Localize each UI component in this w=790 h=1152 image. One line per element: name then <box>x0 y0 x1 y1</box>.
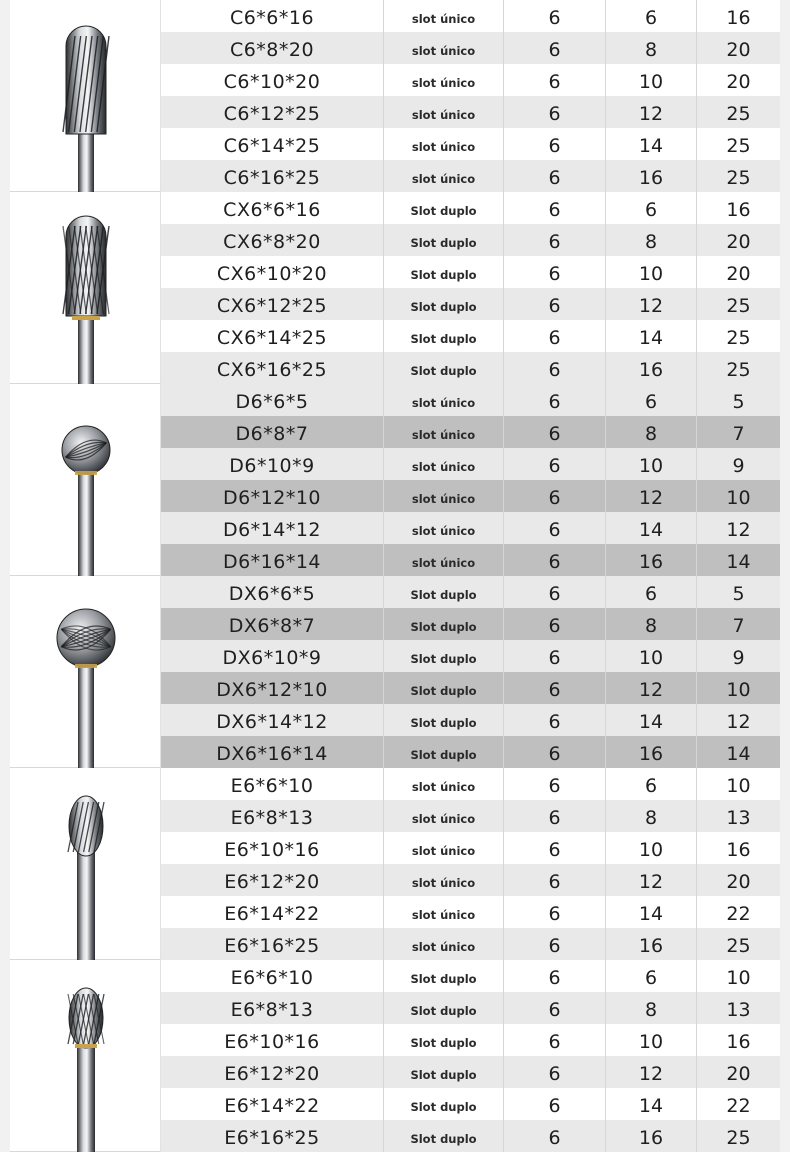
head-diameter-cell: 14 <box>606 896 697 928</box>
cut-type-cell: slot único <box>384 800 504 832</box>
cut-type-cell: slot único <box>384 928 504 960</box>
head-diameter-cell: 10 <box>606 1024 697 1056</box>
product-group <box>10 0 780 192</box>
cut-type-cell: slot único <box>384 512 504 544</box>
shank-diameter-cell: 6 <box>504 672 606 704</box>
model-cell: E6*8*13 <box>161 800 384 832</box>
model-cell: E6*14*22 <box>161 896 384 928</box>
tool-image <box>10 576 161 768</box>
model-cell: C6*6*16 <box>161 0 384 32</box>
cut-type-cell: slot único <box>384 0 504 32</box>
head-diameter-cell: 10 <box>606 448 697 480</box>
table-row <box>161 1056 780 1088</box>
cut-type-cell: slot único <box>384 480 504 512</box>
model-cell: D6*12*10 <box>161 480 384 512</box>
head-length-cell: 25 <box>726 1127 751 1149</box>
head-length-cell: 7 <box>732 615 745 637</box>
head-diameter-cell: 12 <box>606 672 697 704</box>
cut-type-cell: slot único <box>384 160 504 192</box>
head-length-cell: 9 <box>732 455 745 477</box>
head-diameter-cell: 8 <box>606 608 697 640</box>
model-cell: DX6*6*5 <box>161 576 384 608</box>
cut-type-cell: Slot duplo <box>384 1056 504 1088</box>
spec-rows <box>161 192 780 384</box>
model-cell: D6*10*9 <box>161 448 384 480</box>
model-cell: C6*8*20 <box>161 32 384 64</box>
model-cell: E6*12*20 <box>161 1056 384 1088</box>
head-length-cell: 25 <box>726 359 751 381</box>
table-row <box>161 1024 780 1056</box>
shank-diameter-cell: 6 <box>504 928 606 960</box>
head-length-cell: 16 <box>726 199 751 221</box>
table-row <box>161 480 780 512</box>
head-length-cell: 22 <box>726 1095 751 1117</box>
model-cell: D6*8*7 <box>161 416 384 448</box>
shank-diameter-cell: 6 <box>504 192 606 224</box>
shank-diameter-cell: 6 <box>504 896 606 928</box>
cut-type-cell: Slot duplo <box>384 576 504 608</box>
cut-type-cell: slot único <box>384 128 504 160</box>
spec-rows <box>161 960 780 1152</box>
cut-type-cell: slot único <box>384 96 504 128</box>
tool-image <box>10 960 161 1152</box>
model-cell: D6*14*12 <box>161 512 384 544</box>
table-row <box>161 704 780 736</box>
shank-diameter-cell: 6 <box>504 832 606 864</box>
ball-single-cut-burr-icon <box>10 384 161 576</box>
shank-diameter-cell: 6 <box>504 32 606 64</box>
shank-diameter-cell: 6 <box>504 384 606 416</box>
head-diameter-cell: 16 <box>606 928 697 960</box>
cylinder-radius-single-cut-burr-icon <box>10 0 161 192</box>
shank-diameter-cell: 6 <box>504 544 606 576</box>
head-diameter-cell: 16 <box>606 736 697 768</box>
shank-diameter-cell: 6 <box>504 160 606 192</box>
table-row <box>161 672 780 704</box>
table-row <box>161 0 780 32</box>
head-diameter-cell: 6 <box>606 0 697 32</box>
model-cell: C6*14*25 <box>161 128 384 160</box>
head-length-cell: 13 <box>726 807 751 829</box>
head-diameter-cell: 16 <box>606 352 697 384</box>
model-cell: DX6*16*14 <box>161 736 384 768</box>
head-diameter-cell: 10 <box>606 256 697 288</box>
head-length-cell: 25 <box>726 103 751 125</box>
model-cell: E6*6*10 <box>161 960 384 992</box>
head-diameter-cell: 12 <box>606 1056 697 1088</box>
model-cell: E6*16*25 <box>161 1120 384 1152</box>
table-row <box>161 832 780 864</box>
head-length-cell: 16 <box>726 7 751 29</box>
head-diameter-cell: 8 <box>606 416 697 448</box>
head-length-cell: 20 <box>726 231 751 253</box>
head-diameter-cell: 8 <box>606 800 697 832</box>
model-cell: D6*6*5 <box>161 384 384 416</box>
product-group <box>10 192 780 384</box>
table-row <box>161 224 780 256</box>
table-row <box>161 960 780 992</box>
head-length-cell: 10 <box>726 967 751 989</box>
cut-type-cell: Slot duplo <box>384 288 504 320</box>
head-length-cell: 12 <box>726 519 751 541</box>
head-diameter-cell: 16 <box>606 544 697 576</box>
product-group <box>10 384 780 576</box>
ball-double-cut-burr-icon <box>10 576 161 768</box>
table-row <box>161 768 780 800</box>
head-diameter-cell: 10 <box>606 832 697 864</box>
model-cell: CX6*14*25 <box>161 320 384 352</box>
head-length-cell: 9 <box>732 647 745 669</box>
oval-double-cut-burr-icon <box>10 960 161 1152</box>
table-row <box>161 192 780 224</box>
head-diameter-cell: 6 <box>606 192 697 224</box>
shank-diameter-cell: 6 <box>504 1088 606 1120</box>
table-row <box>161 160 780 192</box>
head-diameter-cell: 8 <box>606 32 697 64</box>
head-diameter-cell: 12 <box>606 864 697 896</box>
cut-type-cell: Slot duplo <box>384 608 504 640</box>
table-row <box>161 800 780 832</box>
head-diameter-cell: 16 <box>606 1120 697 1152</box>
table-row <box>161 1088 780 1120</box>
spec-rows <box>161 576 780 768</box>
shank-diameter-cell: 6 <box>504 640 606 672</box>
head-length-cell: 7 <box>732 423 745 445</box>
shank-diameter-cell: 6 <box>504 320 606 352</box>
model-cell: C6*10*20 <box>161 64 384 96</box>
head-length-cell: 10 <box>726 487 751 509</box>
cut-type-cell: slot único <box>384 768 504 800</box>
table-row <box>161 448 780 480</box>
model-cell: CX6*12*25 <box>161 288 384 320</box>
table-row <box>161 608 780 640</box>
spec-rows <box>161 768 780 960</box>
cut-type-cell: slot único <box>384 864 504 896</box>
head-diameter-cell: 14 <box>606 512 697 544</box>
table-row <box>161 576 780 608</box>
head-length-cell: 5 <box>732 391 745 413</box>
head-length-cell: 13 <box>726 999 751 1021</box>
tool-image <box>10 0 161 192</box>
head-length-cell: 20 <box>726 71 751 93</box>
shank-diameter-cell: 6 <box>504 704 606 736</box>
head-diameter-cell: 6 <box>606 768 697 800</box>
cut-type-cell: Slot duplo <box>384 1120 504 1152</box>
shank-diameter-cell: 6 <box>504 512 606 544</box>
head-length-cell: 25 <box>726 295 751 317</box>
head-length-cell: 20 <box>726 263 751 285</box>
model-cell: CX6*10*20 <box>161 256 384 288</box>
model-cell: DX6*8*7 <box>161 608 384 640</box>
model-cell: E6*10*16 <box>161 1024 384 1056</box>
table-row <box>161 416 780 448</box>
shank-diameter-cell: 6 <box>504 352 606 384</box>
spec-rows <box>161 384 780 576</box>
head-length-cell: 25 <box>726 327 751 349</box>
model-cell: E6*10*16 <box>161 832 384 864</box>
table-row <box>161 992 780 1024</box>
cut-type-cell: Slot duplo <box>384 1088 504 1120</box>
table-row <box>161 96 780 128</box>
cut-type-cell: Slot duplo <box>384 352 504 384</box>
head-diameter-cell: 14 <box>606 1088 697 1120</box>
oval-single-cut-burr-icon <box>10 768 161 960</box>
tool-image <box>10 192 161 384</box>
head-length-cell: 12 <box>726 711 751 733</box>
product-group <box>10 576 780 768</box>
table-row <box>161 256 780 288</box>
model-cell: D6*16*14 <box>161 544 384 576</box>
head-length-cell: 20 <box>726 39 751 61</box>
head-diameter-cell: 6 <box>606 960 697 992</box>
table-row <box>161 512 780 544</box>
head-diameter-cell: 8 <box>606 224 697 256</box>
table-row <box>161 32 780 64</box>
head-length-cell: 25 <box>726 135 751 157</box>
cylinder-radius-double-cut-burr-icon <box>10 192 161 384</box>
shank-diameter-cell: 6 <box>504 576 606 608</box>
table-row <box>161 1120 780 1152</box>
head-length-cell: 5 <box>732 583 745 605</box>
shank-diameter-cell: 6 <box>504 480 606 512</box>
shank-diameter-cell: 6 <box>504 96 606 128</box>
head-diameter-cell: 14 <box>606 320 697 352</box>
cut-type-cell: Slot duplo <box>384 224 504 256</box>
cut-type-cell: Slot duplo <box>384 992 504 1024</box>
model-cell: CX6*6*16 <box>161 192 384 224</box>
table-row <box>161 928 780 960</box>
model-cell: E6*14*22 <box>161 1088 384 1120</box>
head-diameter-cell: 14 <box>606 128 697 160</box>
shank-diameter-cell: 6 <box>504 800 606 832</box>
model-cell: C6*12*25 <box>161 96 384 128</box>
cut-type-cell: Slot duplo <box>384 192 504 224</box>
head-length-cell: 16 <box>726 839 751 861</box>
table-row <box>161 640 780 672</box>
shank-diameter-cell: 6 <box>504 1024 606 1056</box>
cut-type-cell: slot único <box>384 384 504 416</box>
tool-image <box>10 384 161 576</box>
cut-type-cell: Slot duplo <box>384 704 504 736</box>
model-cell: E6*16*25 <box>161 928 384 960</box>
product-group <box>10 960 780 1152</box>
table-row <box>161 288 780 320</box>
cut-type-cell: slot único <box>384 416 504 448</box>
shank-diameter-cell: 6 <box>504 0 606 32</box>
head-length-cell: 25 <box>726 935 751 957</box>
cut-type-cell: Slot duplo <box>384 1024 504 1056</box>
cut-type-cell: Slot duplo <box>384 320 504 352</box>
table-row <box>161 544 780 576</box>
model-cell: E6*6*10 <box>161 768 384 800</box>
cut-type-cell: Slot duplo <box>384 672 504 704</box>
spec-rows <box>161 0 780 192</box>
head-length-cell: 16 <box>726 1031 751 1053</box>
cut-type-cell: slot único <box>384 32 504 64</box>
cut-type-cell: slot único <box>384 64 504 96</box>
shank-diameter-cell: 6 <box>504 992 606 1024</box>
shank-diameter-cell: 6 <box>504 608 606 640</box>
model-cell: C6*16*25 <box>161 160 384 192</box>
head-diameter-cell: 10 <box>606 640 697 672</box>
head-diameter-cell: 14 <box>606 704 697 736</box>
table-row <box>161 128 780 160</box>
cut-type-cell: slot único <box>384 832 504 864</box>
shank-diameter-cell: 6 <box>504 288 606 320</box>
head-length-cell: 10 <box>726 679 751 701</box>
cut-type-cell: Slot duplo <box>384 960 504 992</box>
head-diameter-cell: 8 <box>606 992 697 1024</box>
model-cell: DX6*14*12 <box>161 704 384 736</box>
shank-diameter-cell: 6 <box>504 736 606 768</box>
cut-type-cell: Slot duplo <box>384 736 504 768</box>
head-length-cell: 25 <box>726 167 751 189</box>
cut-type-cell: slot único <box>384 544 504 576</box>
table-row <box>161 352 780 384</box>
head-length-cell: 20 <box>726 871 751 893</box>
shank-diameter-cell: 6 <box>504 64 606 96</box>
model-cell: DX6*12*10 <box>161 672 384 704</box>
shank-diameter-cell: 6 <box>504 1120 606 1152</box>
shank-diameter-cell: 6 <box>504 1056 606 1088</box>
head-length-cell: 10 <box>726 775 751 797</box>
shank-diameter-cell: 6 <box>504 128 606 160</box>
tool-image <box>10 768 161 960</box>
head-diameter-cell: 6 <box>606 576 697 608</box>
head-diameter-cell: 12 <box>606 288 697 320</box>
model-cell: E6*12*20 <box>161 864 384 896</box>
model-cell: DX6*10*9 <box>161 640 384 672</box>
shank-diameter-cell: 6 <box>504 416 606 448</box>
head-length-cell: 14 <box>726 743 751 765</box>
table-row <box>161 320 780 352</box>
shank-diameter-cell: 6 <box>504 864 606 896</box>
model-cell: CX6*8*20 <box>161 224 384 256</box>
table-row <box>161 896 780 928</box>
cut-type-cell: slot único <box>384 896 504 928</box>
model-cell: E6*8*13 <box>161 992 384 1024</box>
head-diameter-cell: 12 <box>606 96 697 128</box>
cut-type-cell: slot único <box>384 448 504 480</box>
head-diameter-cell: 16 <box>606 160 697 192</box>
head-diameter-cell: 12 <box>606 480 697 512</box>
table-row <box>161 864 780 896</box>
head-length-cell: 22 <box>726 903 751 925</box>
product-group <box>10 768 780 960</box>
head-diameter-cell: 6 <box>606 384 697 416</box>
table-row <box>161 384 780 416</box>
cut-type-cell: Slot duplo <box>384 256 504 288</box>
shank-diameter-cell: 6 <box>504 256 606 288</box>
shank-diameter-cell: 6 <box>504 448 606 480</box>
table-row <box>161 64 780 96</box>
head-length-cell: 20 <box>726 1063 751 1085</box>
model-cell: CX6*16*25 <box>161 352 384 384</box>
shank-diameter-cell: 6 <box>504 768 606 800</box>
cut-type-cell: Slot duplo <box>384 640 504 672</box>
head-diameter-cell: 10 <box>606 64 697 96</box>
shank-diameter-cell: 6 <box>504 224 606 256</box>
shank-diameter-cell: 6 <box>504 960 606 992</box>
head-length-cell: 14 <box>726 551 751 573</box>
table-row <box>161 736 780 768</box>
